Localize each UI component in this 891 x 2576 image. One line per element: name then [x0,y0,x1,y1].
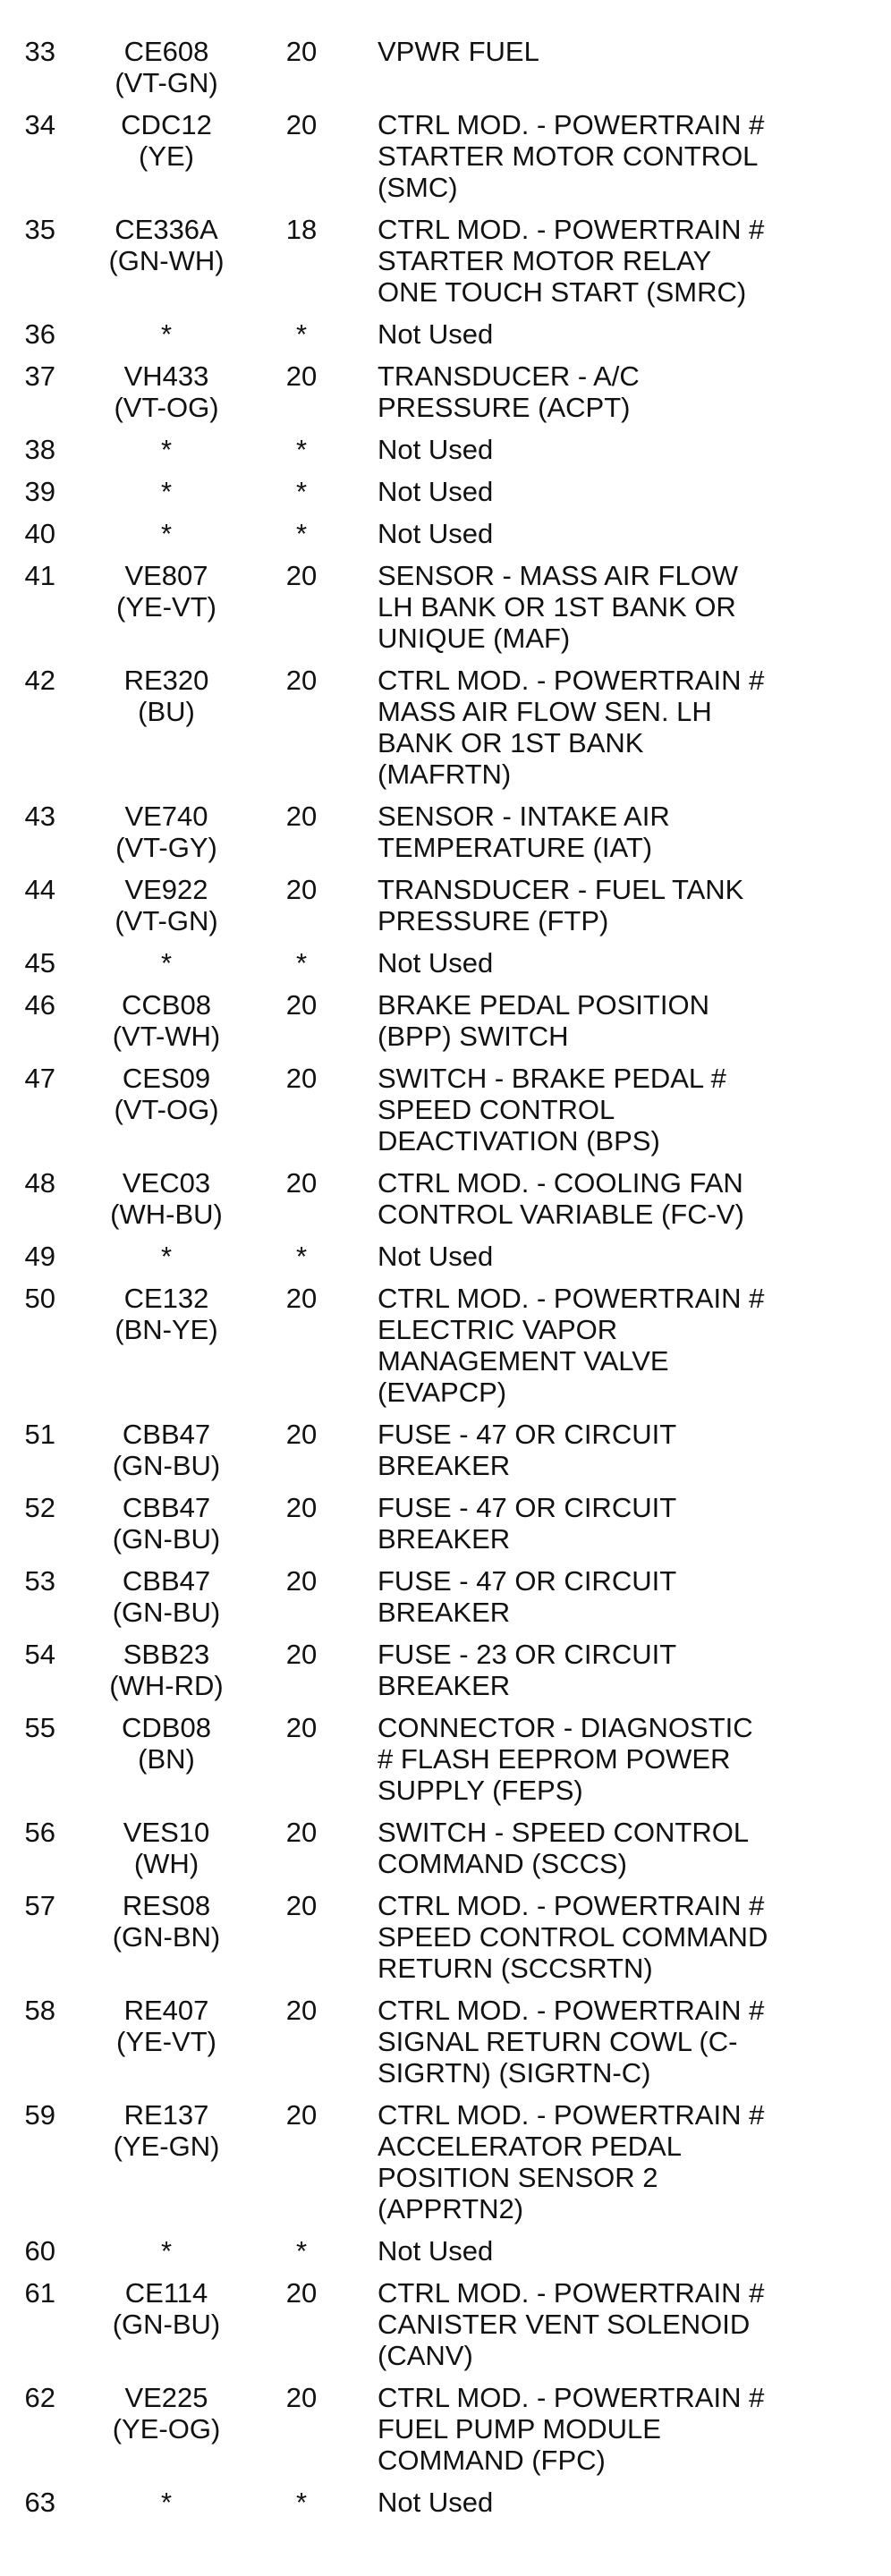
circuit-cell [77,434,256,465]
table-row [0,2487,891,2518]
circuit-id: CCB08 [122,989,211,1021]
pin-number: 43 [24,801,55,832]
pin-number: 52 [24,1492,55,1523]
pin-number: 47 [24,1063,55,1094]
pin-number: 56 [24,1817,55,1848]
function-line: ELECTRIC VAPOR [378,1314,618,1345]
pin-number: 63 [24,2487,55,2518]
function-line: SENSOR - MASS AIR FLOW [378,560,739,591]
wire-color: (VT-OG) [114,392,219,423]
wire-color: (GN-BN) [112,1921,221,1953]
table-row [0,1995,891,2089]
table-row [0,1283,891,1408]
wire-color: (YE) [139,140,194,172]
wire-gauge: 20 [285,801,318,832]
circuit-id: * [160,947,173,979]
pin-number: 40 [24,518,55,549]
table-row [0,214,891,308]
function-line: SWITCH - SPEED CONTROL [378,1817,750,1848]
function-line: Not Used [378,476,494,507]
circuit-cell [77,1419,256,1481]
function-line: COMMAND (FPC) [378,2445,606,2476]
function-line: Not Used [378,434,494,465]
wire-gauge: * [295,476,308,507]
circuit-cell [77,1283,256,1345]
table-row [0,1639,891,1701]
pin-number: 38 [24,434,55,465]
function-line: CTRL MOD. - POWERTRAIN # [378,2099,765,2131]
circuit-cell [77,2277,256,2340]
table-row [0,2099,891,2224]
function-line: BREAKER [378,1597,511,1628]
pin-number: 54 [24,1639,55,1670]
wire-color: (BN) [138,1743,195,1775]
wire-gauge: 20 [285,1712,318,1743]
function-line: PRESSURE (ACPT) [378,392,631,423]
circuit-function [378,665,798,790]
circuit-function [378,2487,798,2518]
circuit-cell [77,665,256,727]
circuit-id: CE132 [123,1283,209,1314]
wire-gauge: 20 [285,989,318,1021]
circuit-function [378,434,798,465]
circuit-function [378,318,798,350]
wire-gauge: 20 [285,1995,318,2026]
table-row [0,1565,891,1628]
wire-gauge: 20 [285,2277,318,2309]
function-line: Not Used [378,2235,494,2267]
circuit-function [378,109,798,203]
function-line: CTRL MOD. - POWERTRAIN # [378,2277,765,2309]
function-line: BREAKER [378,1670,511,1701]
circuit-function [378,1419,798,1481]
function-line: # FLASH EEPROM POWER [378,1743,731,1775]
table-row [0,1419,891,1481]
wire-color: (BN-YE) [115,1314,218,1345]
wire-gauge: 20 [285,360,318,392]
circuit-cell [77,318,256,350]
function-line: CTRL MOD. - POWERTRAIN # [378,1283,765,1314]
circuit-id: CE608 [123,36,209,67]
circuit-cell [77,874,256,936]
circuit-function [378,476,798,507]
circuit-id: * [160,476,173,507]
wire-color: (YE-VT) [116,591,216,623]
table-row [0,1167,891,1230]
circuit-id: CDC12 [121,109,212,140]
circuit-function [378,1565,798,1628]
wire-color: (YE-OG) [112,2413,221,2445]
function-line: SWITCH - BRAKE PEDAL # [378,1063,726,1094]
circuit-cell [77,560,256,623]
wire-gauge: 20 [285,1639,318,1670]
circuit-function [378,2277,798,2371]
circuit-id: * [160,434,173,465]
function-line: CTRL MOD. - POWERTRAIN # [378,109,765,140]
pin-number: 45 [24,947,55,979]
pin-number: 60 [24,2235,55,2267]
table-row [0,2277,891,2371]
function-line: (CANV) [378,2340,473,2371]
circuit-function [378,1639,798,1701]
circuit-cell [77,947,256,979]
circuit-function [378,1817,798,1879]
pin-number: 36 [24,318,55,350]
circuit-id: RE407 [123,1995,209,2026]
table-row [0,476,891,507]
function-line: BANK OR 1ST BANK [378,727,644,758]
circuit-function [378,360,798,423]
table-row [0,109,891,203]
function-line: FUSE - 23 OR CIRCUIT [378,1639,677,1670]
circuit-cell [77,109,256,172]
wire-color: (GN-BU) [112,1597,221,1628]
table-row [0,1241,891,1272]
function-line: ACCELERATOR PEDAL [378,2131,682,2162]
function-line: CTRL MOD. - COOLING FAN [378,1167,743,1199]
wire-gauge: 20 [285,1167,318,1199]
wire-gauge: * [295,1241,308,1272]
circuit-function [378,2382,798,2476]
wire-gauge: 20 [285,1890,318,1921]
function-line: Not Used [378,1241,494,1272]
wire-color: (WH) [133,1848,199,1879]
circuit-cell [77,1492,256,1555]
circuit-function [378,36,798,67]
circuit-function [378,1492,798,1555]
circuit-function [378,801,798,863]
pin-number: 49 [24,1241,55,1272]
circuit-id: VEC03 [122,1167,211,1199]
table-row [0,1063,891,1157]
table-row [0,318,891,350]
function-line: (MAFRTN) [378,758,512,790]
circuit-function [378,1283,798,1408]
function-line: CTRL MOD. - POWERTRAIN # [378,214,765,245]
table-row [0,2235,891,2267]
wire-gauge: * [295,518,308,549]
function-line: (APPRTN2) [378,2193,524,2224]
circuit-id: RE137 [123,2099,209,2131]
circuit-function [378,2099,798,2224]
wire-gauge: * [295,2235,308,2267]
circuit-id: RE320 [123,665,209,696]
function-line: (BPP) SWITCH [378,1021,569,1052]
function-line: CANISTER VENT SOLENOID [378,2309,751,2340]
connector-pinout-table [0,36,891,2529]
circuit-id: CDB08 [122,1712,211,1743]
circuit-function [378,1890,798,1984]
circuit-id: CES09 [122,1063,211,1094]
circuit-cell [77,1565,256,1628]
circuit-function [378,989,798,1052]
pin-number: 61 [24,2277,55,2309]
wire-gauge: 20 [285,1419,318,1450]
function-line: BREAKER [378,1450,511,1481]
table-row [0,1712,891,1806]
function-line: CTRL MOD. - POWERTRAIN # [378,2382,765,2413]
wire-color: (VT-OG) [114,1094,219,1125]
function-line: STARTER MOTOR RELAY [378,245,712,276]
pin-number: 62 [24,2382,55,2413]
circuit-cell [77,2235,256,2267]
function-line: LH BANK OR 1ST BANK OR [378,591,736,623]
circuit-id: SBB23 [123,1639,210,1670]
pin-number: 39 [24,476,55,507]
circuit-function [378,1712,798,1806]
function-line: TRANSDUCER - A/C [378,360,640,392]
circuit-id: VES10 [123,1817,210,1848]
circuit-cell [77,989,256,1052]
wire-gauge: 20 [285,109,318,140]
wire-gauge: 20 [285,665,318,696]
wire-gauge: * [295,318,308,350]
circuit-id: CE114 [124,2277,208,2309]
function-line: FUEL PUMP MODULE [378,2413,661,2445]
circuit-cell [77,1995,256,2057]
circuit-id: CBB47 [122,1419,211,1450]
circuit-id: * [160,2487,173,2518]
circuit-cell [77,1167,256,1230]
function-line: Not Used [378,947,494,979]
circuit-function [378,1241,798,1272]
wire-gauge: 20 [285,2099,318,2131]
function-line: (EVAPCP) [378,1377,507,1408]
circuit-function [378,1063,798,1157]
function-line: POSITION SENSOR 2 [378,2162,658,2193]
circuit-cell [77,214,256,276]
circuit-cell [77,2099,256,2162]
wire-gauge: 20 [285,2382,318,2413]
table-row [0,1817,891,1879]
pin-number: 51 [24,1419,55,1450]
function-line: CTRL MOD. - POWERTRAIN # [378,665,765,696]
circuit-function [378,560,798,654]
table-row [0,1890,891,1984]
function-line: TRANSDUCER - FUEL TANK [378,874,744,905]
pin-number: 35 [24,214,55,245]
pin-number: 44 [24,874,55,905]
function-line: PRESSURE (FTP) [378,905,609,936]
wire-gauge: 20 [285,1283,318,1314]
circuit-cell [77,2382,256,2445]
function-line: COMMAND (SCCS) [378,1848,627,1879]
circuit-id: * [160,518,173,549]
wire-color: (GN-WH) [108,245,225,276]
circuit-function [378,874,798,936]
table-row [0,560,891,654]
circuit-function [378,214,798,308]
function-line: SUPPLY (FEPS) [378,1775,583,1806]
wire-gauge: 20 [285,560,318,591]
circuit-cell [77,1817,256,1879]
table-row [0,801,891,863]
circuit-id: * [160,2235,173,2267]
wire-color: (GN-BU) [112,1523,221,1555]
function-line: FUSE - 47 OR CIRCUIT [378,1565,677,1597]
wire-gauge: 20 [285,1565,318,1597]
wire-color: (WH-BU) [110,1199,223,1230]
wire-gauge: * [295,434,308,465]
wire-gauge: 20 [285,36,318,67]
function-line: Not Used [378,2487,494,2518]
wire-color: (VT-GN) [115,67,218,98]
wire-gauge: 20 [285,874,318,905]
table-row [0,947,891,979]
circuit-function [378,947,798,979]
function-line: CONTROL VARIABLE (FC-V) [378,1199,744,1230]
circuit-cell [77,801,256,863]
circuit-id: VE922 [124,874,208,905]
function-line: SPEED CONTROL [378,1094,615,1125]
circuit-cell [77,1639,256,1701]
wire-color: (VT-GY) [115,832,217,863]
circuit-cell [77,476,256,507]
table-row [0,989,891,1052]
table-row [0,434,891,465]
circuit-id: VE807 [124,560,208,591]
circuit-cell [77,518,256,549]
circuit-function [378,2235,798,2267]
wire-gauge: 20 [285,1063,318,1094]
table-row [0,518,891,549]
function-line: SIGRTN) (SIGRTN-C) [378,2057,651,2089]
function-line: ONE TOUCH START (SMRC) [378,276,747,308]
pin-number: 59 [24,2099,55,2131]
pin-number: 48 [24,1167,55,1199]
circuit-cell [77,1063,256,1125]
pin-number: 37 [24,360,55,392]
circuit-cell [77,2487,256,2518]
function-line: (SMC) [378,172,458,203]
circuit-cell [77,1241,256,1272]
wire-color: (GN-BU) [112,1450,221,1481]
wire-color: (VT-WH) [112,1021,221,1052]
function-line: FUSE - 47 OR CIRCUIT [378,1492,677,1523]
function-line: SENSOR - INTAKE AIR [378,801,670,832]
circuit-id: * [160,1241,173,1272]
wire-gauge: 18 [285,214,318,245]
table-row [0,36,891,98]
circuit-cell [77,1712,256,1775]
wire-gauge: * [295,2487,308,2518]
circuit-id: VE225 [124,2382,208,2413]
circuit-id: RES08 [122,1890,211,1921]
wire-color: (YE-VT) [116,2026,216,2057]
wire-color: (WH-RD) [109,1670,224,1701]
table-row [0,360,891,423]
pin-number: 41 [24,560,55,591]
circuit-id: VH433 [123,360,209,392]
circuit-cell [77,36,256,98]
pin-number: 33 [24,36,55,67]
circuit-id: CE336A [115,214,218,245]
function-line: BRAKE PEDAL POSITION [378,989,709,1021]
function-line: CTRL MOD. - POWERTRAIN # [378,1995,765,2026]
pin-number: 55 [24,1712,55,1743]
circuit-id: VE740 [124,801,208,832]
function-line: UNIQUE (MAF) [378,623,571,654]
wire-color: (GN-BU) [112,2309,221,2340]
function-line: SIGNAL RETURN COWL (C- [378,2026,738,2057]
circuit-id: * [160,318,173,350]
function-line: RETURN (SCCSRTN) [378,1953,653,1984]
pin-number: 58 [24,1995,55,2026]
circuit-cell [77,360,256,423]
pin-number: 34 [24,109,55,140]
circuit-function [378,518,798,549]
wire-color: (YE-GN) [113,2131,220,2162]
function-line: Not Used [378,518,494,549]
function-line: BREAKER [378,1523,511,1555]
circuit-id: CBB47 [122,1565,211,1597]
pin-number: 53 [24,1565,55,1597]
pin-number: 57 [24,1890,55,1921]
function-line: STARTER MOTOR CONTROL [378,140,759,172]
function-line: Not Used [378,318,494,350]
circuit-function [378,1167,798,1230]
circuit-function [378,1995,798,2089]
function-line: CONNECTOR - DIAGNOSTIC [378,1712,753,1743]
table-row [0,874,891,936]
pin-number: 46 [24,989,55,1021]
function-line: VPWR FUEL [378,36,539,67]
function-line: MASS AIR FLOW SEN. LH [378,696,712,727]
function-line: MANAGEMENT VALVE [378,1345,669,1377]
wire-color: (VT-GN) [115,905,218,936]
function-line: SPEED CONTROL COMMAND [378,1921,768,1953]
table-row [0,665,891,790]
pin-number: 50 [24,1283,55,1314]
function-line: CTRL MOD. - POWERTRAIN # [378,1890,765,1921]
circuit-id: CBB47 [122,1492,211,1523]
pin-number: 42 [24,665,55,696]
wire-gauge: 20 [285,1492,318,1523]
wire-gauge: * [295,947,308,979]
function-line: TEMPERATURE (IAT) [378,832,653,863]
wire-gauge: 20 [285,1817,318,1848]
table-row [0,1492,891,1555]
circuit-cell [77,1890,256,1953]
function-line: DEACTIVATION (BPS) [378,1125,660,1157]
table-row [0,2382,891,2476]
function-line: FUSE - 47 OR CIRCUIT [378,1419,677,1450]
wire-color: (BU) [138,696,195,727]
